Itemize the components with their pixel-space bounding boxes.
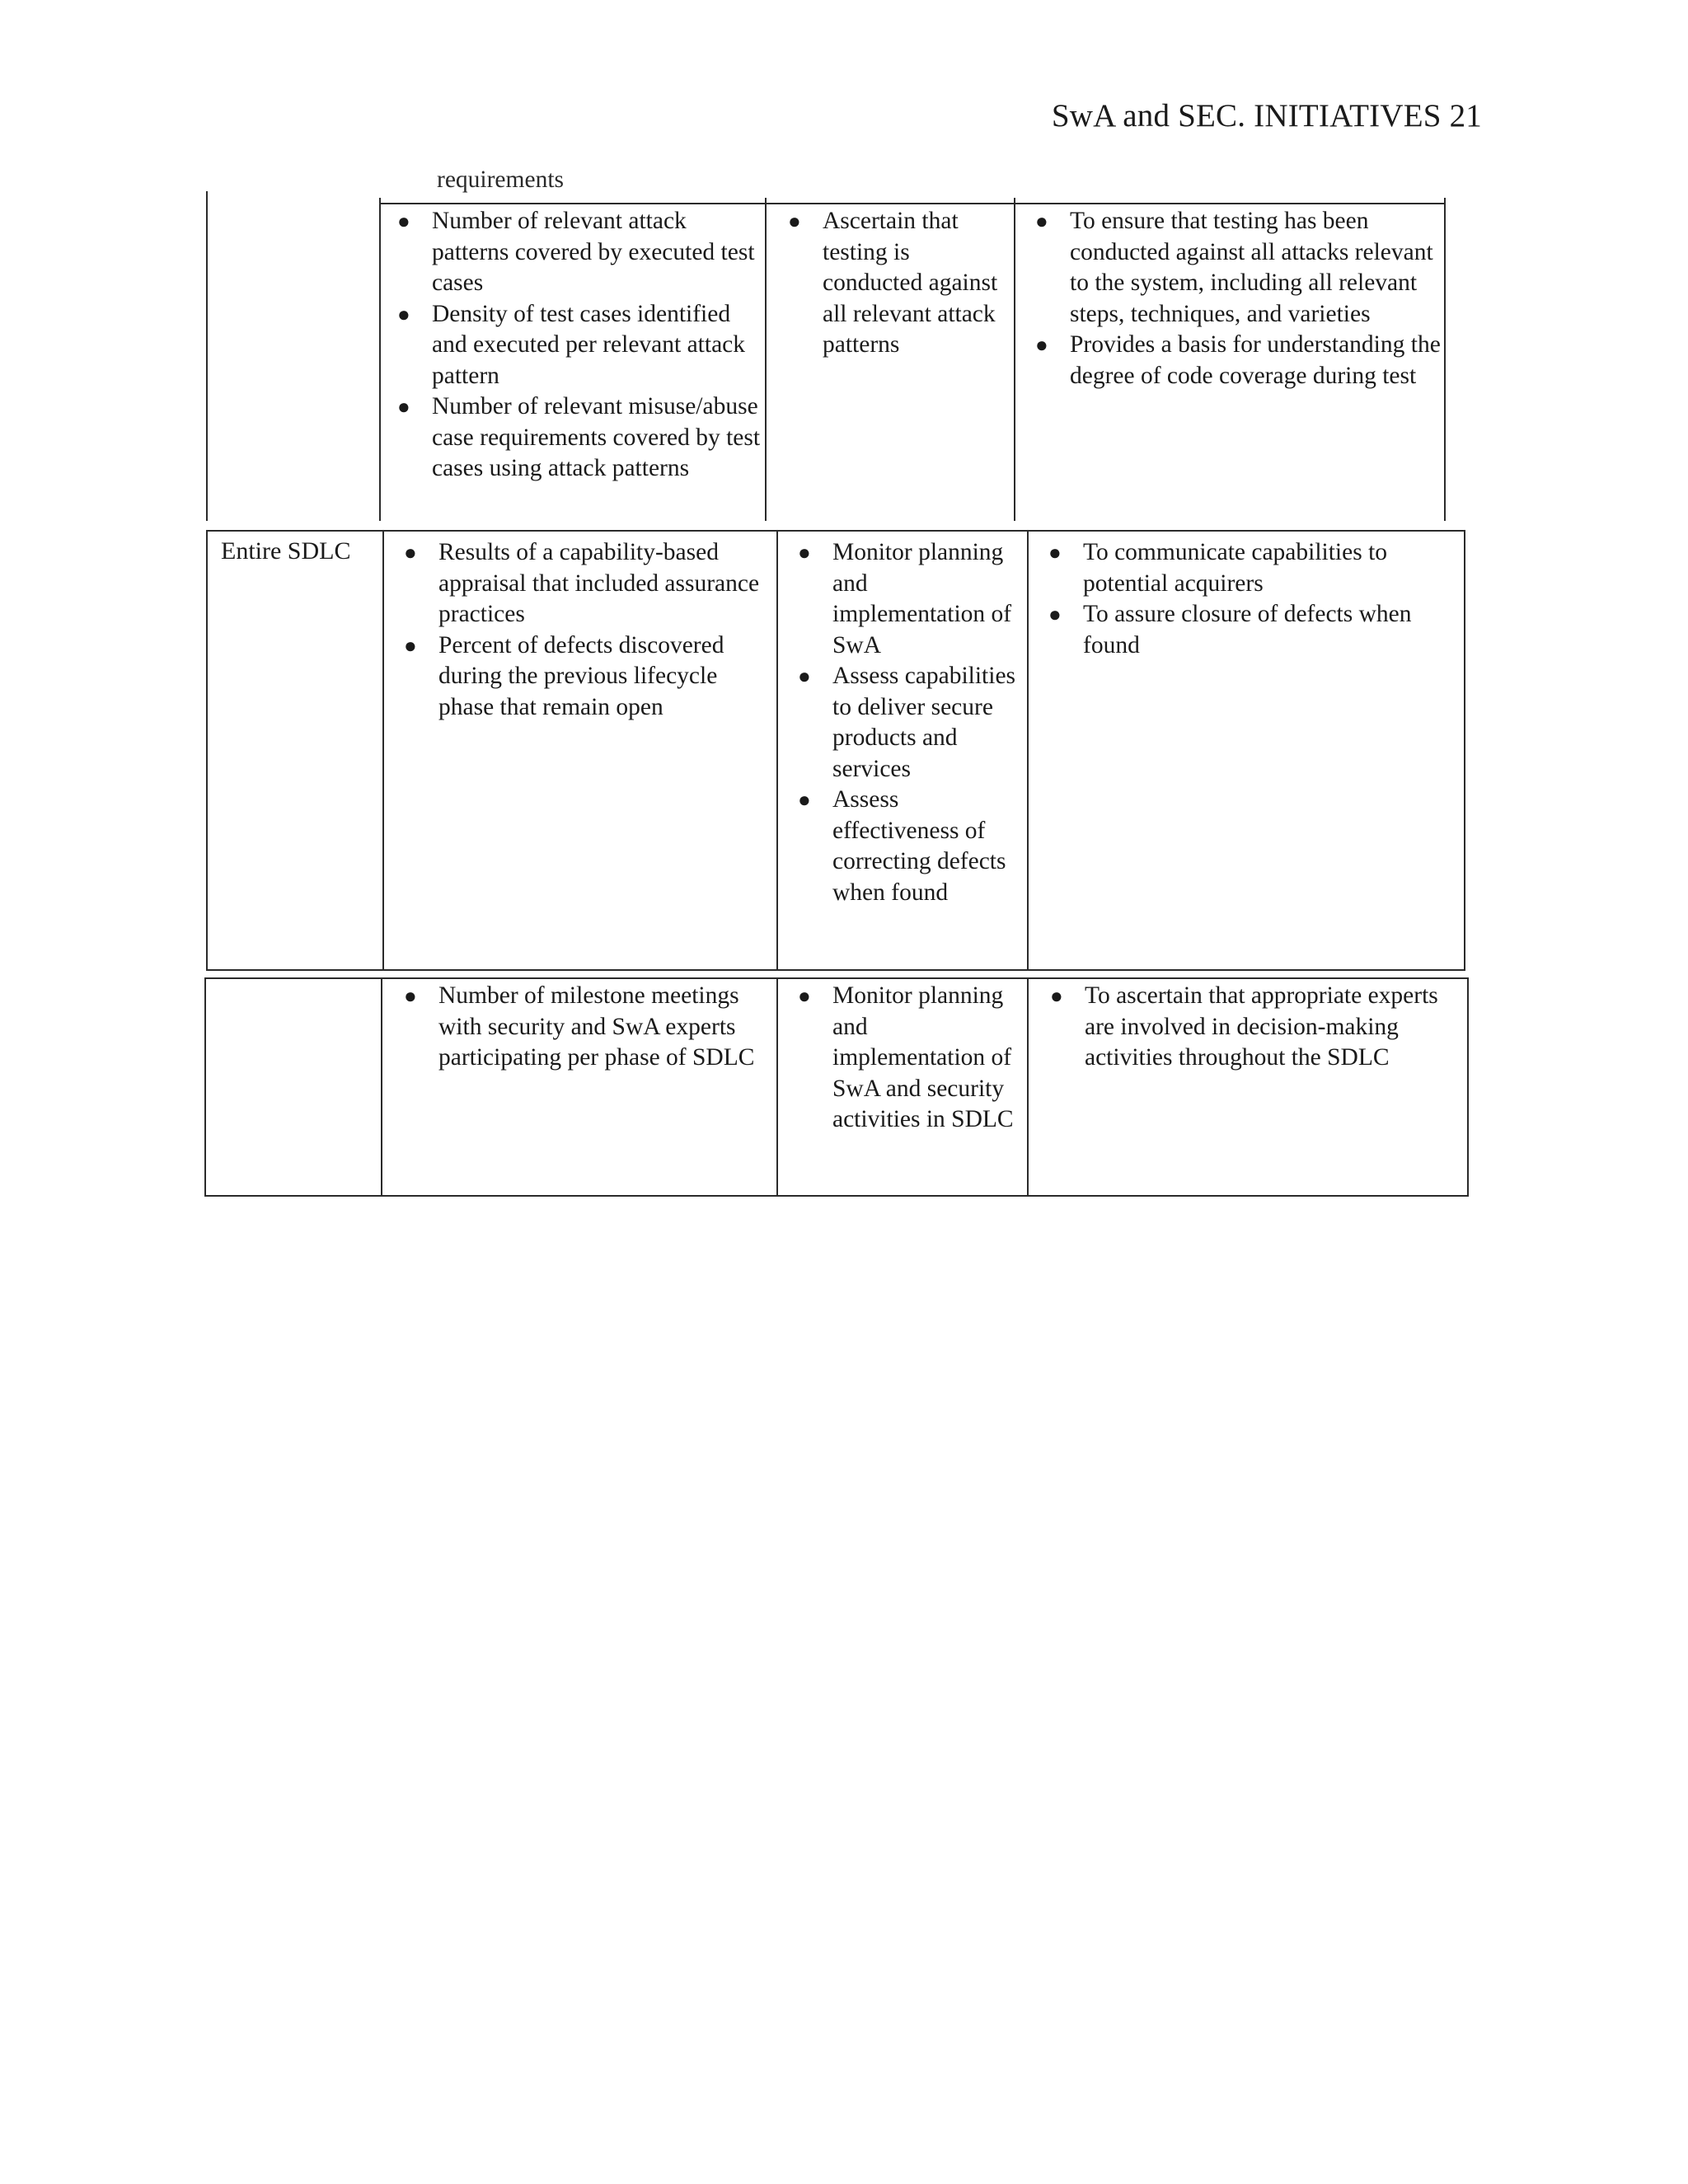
list-item: ● Ascertain that testing is conducted against all relevant attack patterns (788, 208, 998, 358)
goals-cell (785, 981, 1025, 1136)
list-item: ● Monitor planning and implementation of SwA (798, 539, 1012, 658)
measures-cell (391, 537, 775, 723)
list-item: ● Monitor planning and implementation of SwA and security activities in SDLC (798, 982, 1014, 1132)
list-item: ● Number of milestone meetings with security and SwA experts participating per phase of SDLC (404, 982, 755, 1071)
purposes-cell (1035, 537, 1462, 661)
goals-cell (785, 537, 1025, 908)
list-item: ● Density of test cases identified and executed per relevant attack pattern (397, 300, 745, 389)
list-item: ● Provides a basis for understanding the degree of code coverage during test (1035, 331, 1441, 389)
measures-cell (384, 206, 763, 485)
purposes-cell (1022, 206, 1441, 391)
cut-off-text: requirements (437, 166, 564, 193)
list-item: ● Number of relevant misuse/abuse case requirements covered by test cases using attack patterns (397, 393, 761, 481)
running-head: SwA and SEC. INITIATIVES 21 (1051, 98, 1482, 134)
measures-cell (391, 981, 775, 1074)
list-item: ● To assure closure of defects when found (1048, 601, 1412, 658)
list-item: ● Number of relevant attack patterns covered by executed test cases (397, 208, 755, 296)
list-item: ● To ensure that testing has been conducted against all attacks relevant to the system, including all relevant steps, techniques, and varieties (1035, 208, 1433, 327)
list-item: ● Percent of defects discovered during the previous lifecycle phase that remain open (404, 631, 724, 720)
goals-cell (775, 206, 1012, 361)
purposes-cell (1037, 981, 1465, 1074)
list-item: ● To communicate capabilities to potential acquirers (1048, 539, 1388, 597)
list-item: ● To ascertain that appropriate experts are involved in decision-making activities throughout the SDLC (1050, 982, 1438, 1071)
list-item: ● Assess capabilities to deliver secure products and services (798, 663, 1016, 782)
list-item: ● Assess effectiveness of correcting defects when found (798, 786, 1006, 906)
phase-cell: Entire SDLC (221, 537, 351, 565)
list-item: ● Results of a capability-based appraisal that included assurance practices (404, 539, 760, 627)
